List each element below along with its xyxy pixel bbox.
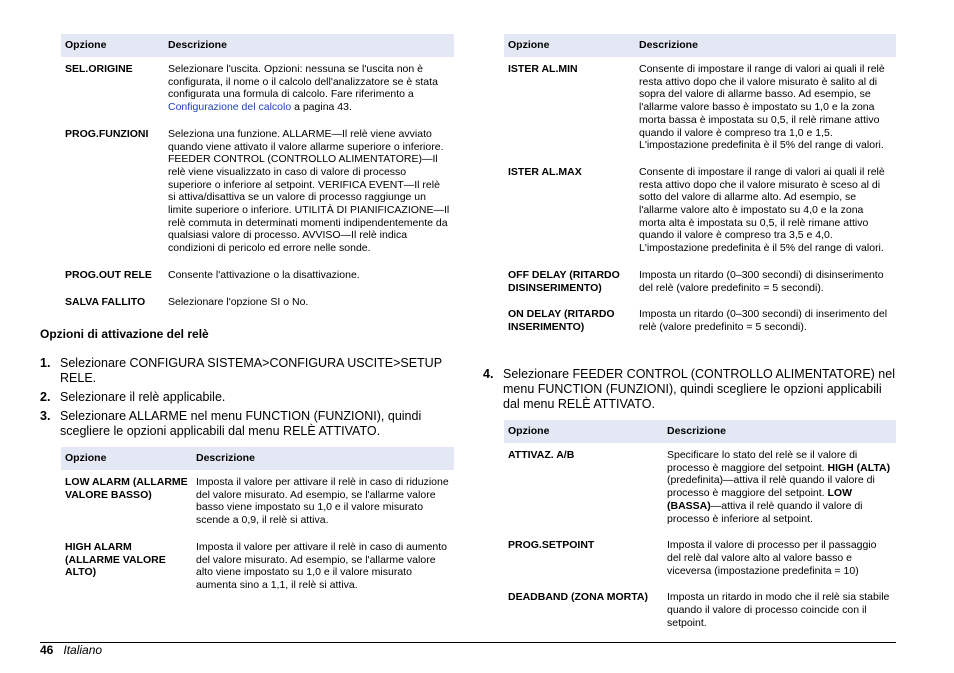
column-header-description: Descrizione — [663, 420, 896, 443]
option-name: OFF DELAY (RITARDO DISINSERIMENTO) — [508, 268, 620, 294]
step-number: 3. — [40, 409, 51, 423]
table-row — [61, 122, 454, 263]
column-header-option: Opzione — [504, 420, 663, 443]
column-header-option: Opzione — [61, 34, 164, 57]
option-description: Imposta il valore di processo per il passaggio del relè dal valore alto al valore basso e viceversa (impostazione predefinita = 10) — [667, 539, 877, 577]
option-description: Imposta il valore per attivare il relè in caso di riduzione del valore misurato. Ad esempio, se l'allarme valore basso viene impostato su 1,0 e il valore misurato scende a 0,9, il relè si attiva. — [196, 476, 449, 527]
options-table-1 — [61, 34, 454, 316]
footer-language: Italiano — [63, 643, 103, 657]
table-header-row — [504, 420, 896, 443]
step-item — [40, 390, 456, 405]
steps-list-continued — [483, 367, 896, 416]
steps-list — [40, 356, 456, 443]
section-title: Opzioni di attivazione del relè — [40, 327, 209, 341]
column-header-description: Descrizione — [164, 34, 454, 57]
option-description: Imposta un ritardo (0–300 secondi) di inserimento del relè (valore predefinito = 5 secondi). — [639, 308, 888, 333]
table-row — [504, 533, 896, 585]
table-row — [61, 470, 454, 535]
column-header-option: Opzione — [61, 447, 192, 470]
option-description: Seleziona una funzione. ALLARME—Il relè viene avviato quando viene attivato il valore allarme superiore o inferiore. FEEDER CONTROL (CONTROLLO ALIMENTATORE)—Il relè viene visualizzato in caso di valore di processo superiore o inferiore al setpoint. VERIFICA EVENT—Il relè si attiva/disattiva se un valore di processo raggiunge un limite superiore o inferiore. UTILITÀ DI PIANIFICAZIONE—Il relè commuta in determinati momenti indipendentemente da qualsiasi valore di processo. AVVISO—Il relè indica condizioni di pericolo ed errore nelle sonde. — [168, 127, 450, 255]
option-name: PROG.SETPOINT — [508, 539, 595, 552]
step-item — [40, 356, 456, 386]
option-name: HIGH ALARM (ALLARME VALORE ALTO) — [65, 540, 166, 579]
option-description: Selezionare l'opzione SI o No. — [168, 295, 309, 308]
step-number: 2. — [40, 390, 51, 404]
options-table-2 — [61, 447, 454, 600]
option-description: Consente di impostare il range di valori ai quali il relè resta attivo dopo che il valore misurato è salito al di sopra del valore di allarme basso. Ad esempio, se l'allarme valore basso è impostato su 1,0 e la zona morta bassa è impostata su 0,5, il relè rimane attivo quando il valore è compreso tra 1,0 e 1,5. L'impostazione predefinita è il 5% del range di valori. — [639, 63, 885, 152]
step-number: 1. — [40, 356, 51, 370]
table-header-row — [504, 34, 896, 57]
table-row — [504, 57, 896, 160]
description-text: —attiva il relè quando il valore di processo è inferiore al setpoint. — [667, 499, 863, 525]
table-row — [61, 263, 454, 290]
option-description: Imposta il valore per attivare il relè in caso di aumento del valore misurato. Ad esempio, se l'allarme valore alto viene impostato su 1,0 e il valore misurato aumenta sino a 1,1, il relè si attiva. — [196, 540, 447, 591]
options-table-3 — [504, 34, 896, 342]
step-text: Selezionare CONFIGURA SISTEMA>CONFIGURA USCITE>SETUP RELE. — [60, 356, 442, 385]
column-header-option: Opzione — [504, 34, 635, 57]
table-row — [504, 443, 896, 533]
option-name: ON DELAY (RITARDO INSERIMENTO) — [508, 308, 615, 333]
description-text: a pagina 43. — [291, 101, 352, 114]
option-name: ISTER AL.MIN — [508, 63, 578, 75]
table-header-row — [61, 34, 454, 57]
column-header-description: Descrizione — [192, 447, 454, 470]
option-name: PROG.OUT RELE — [65, 268, 152, 281]
description-text: (predefinita)—attiva il relè quando il valore di processo è maggiore del setpoint. — [667, 474, 875, 500]
option-name: DEADBAND (ZONA MORTA) — [508, 591, 648, 604]
option-name: ISTER AL.MAX — [508, 165, 582, 178]
table-row — [61, 535, 454, 600]
option-name: SEL.ORIGINE — [65, 63, 133, 75]
step-item — [40, 409, 456, 439]
option-description — [164, 57, 454, 122]
option-name: PROG.FUNZIONI — [65, 127, 149, 140]
link-configurazione-calcolo[interactable]: Configurazione del calcolo — [168, 101, 292, 114]
option-name: ATTIVAZ. A/B — [508, 449, 575, 461]
emphasis-low: LOW (BASSA) — [667, 487, 853, 512]
footer-divider — [40, 642, 896, 643]
option-name: SALVA FALLITO — [65, 295, 146, 308]
option-description: Consente di impostare il range di valori ai quali il relè resta attivo dopo che il valore misurato è sceso al di sotto del valore di allarme alto. Ad esempio, se l'allarme valore alto è impostato su 4,0 e la zona morta alta è impostata su 0,5, il relè rimane attivo quando il valore è compreso tra 3,5 e 4,0. L'impostazione predefinita è il 5% del range di valori. — [639, 165, 885, 255]
step-item — [483, 367, 896, 412]
option-description: Imposta un ritardo (0–300 secondi) di disinserimento del relè (valore predefinito = 5 secondi). — [639, 268, 884, 294]
table-row — [504, 160, 896, 263]
step-number: 4. — [483, 367, 494, 381]
description-text: Selezionare l'uscita. Opzioni: nessuna se l'uscita non è configurata, il nome o il calcolo dell'analizzatore se è stata configurata una formula di calcolo. Fare riferimento a — [168, 63, 438, 101]
table-row — [504, 585, 896, 637]
option-name: LOW ALARM (ALLARME VALORE BASSO) — [65, 476, 188, 501]
option-description: Consente l'attivazione o la disattivazione. — [168, 268, 360, 281]
table-row — [504, 263, 896, 302]
emphasis-high: HIGH (ALTA) — [827, 461, 891, 474]
description-text: Specificare lo stato del relè se il valore di processo è maggiore del setpoint. — [667, 449, 858, 474]
step-text: Selezionare il relè applicabile. — [60, 390, 226, 404]
page-number: 46 — [40, 643, 54, 657]
table-row — [61, 57, 454, 122]
table-row — [504, 302, 896, 341]
table-header-row — [61, 447, 454, 470]
table-row — [61, 290, 454, 317]
column-header-description: Descrizione — [635, 34, 896, 57]
options-table-4 — [504, 420, 896, 637]
page-footer — [40, 643, 102, 657]
option-description: Imposta un ritardo in modo che il relè sia stabile quando il valore di processo coincide con il setpoint. — [667, 591, 890, 629]
step-text: Selezionare FEEDER CONTROL (CONTROLLO ALIMENTATORE) nel menu FUNCTION (FUNZIONI), quindi scegliere le opzioni applicabili dal menu RELÈ ATTIVATO. — [503, 367, 895, 411]
step-text: Selezionare ALLARME nel menu FUNCTION (FUNZIONI), quindi scegliere le opzioni applicabili dal menu RELÈ ATTIVATO. — [60, 409, 422, 438]
option-description — [663, 443, 896, 533]
